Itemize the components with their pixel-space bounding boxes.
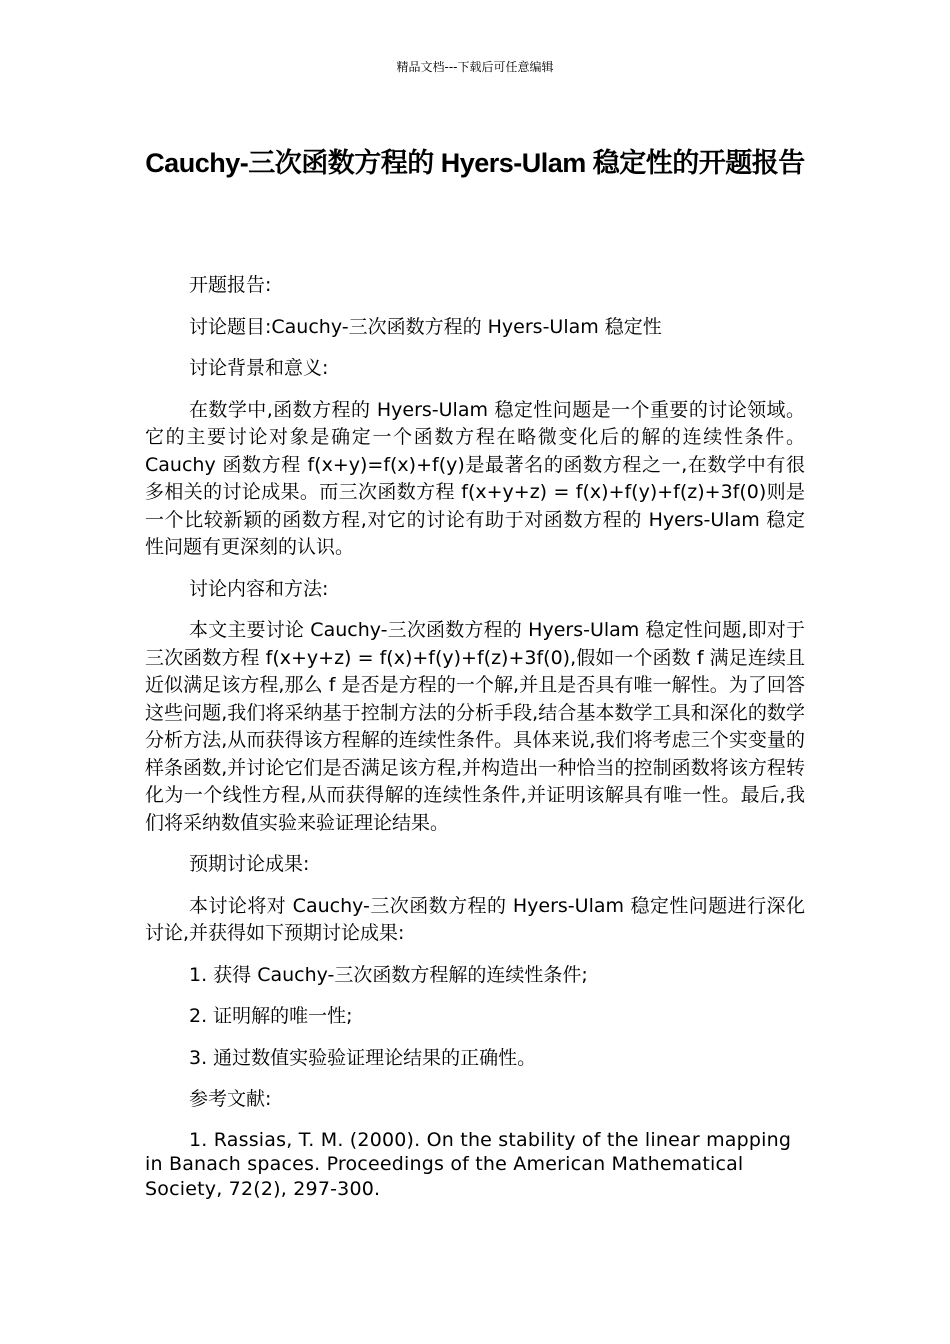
results-item: 3. 通过数值实验验证理论结果的正确性。: [189, 1046, 537, 1069]
results-item: 2. 证明解的唯一性;: [189, 1005, 353, 1027]
topic-line: 讨论题目:Cauchy-三次函数方程的 Hyers-Ulam 稳定性: [189, 315, 662, 338]
document-body: [145, 272, 805, 1201]
reference-item: 1. Rassias, T. M. (2000). On the stability of the linear mapping in Banach spaces. Proceedings of the American Mathematical Society, 72(2), 297-300.: [145, 1128, 792, 1200]
header-note: 精品文档---下载后可任意编辑: [396, 60, 554, 74]
results-label: 预期讨论成果:: [189, 853, 310, 875]
background-label: 讨论背景和意义:: [189, 357, 329, 379]
references-label: 参考文献:: [189, 1088, 272, 1110]
document-title: Cauchy-三次函数方程的 Hyers-Ulam 稳定性的开题报告: [145, 148, 805, 178]
intro-label: 开题报告:: [189, 274, 272, 296]
method-label: 讨论内容和方法:: [189, 577, 329, 600]
method-paragraph: 本文主要讨论 Cauchy-三次函数方程的 Hyers-Ulam 稳定性问题,即对于三次函数方程 f(x+y+z) = f(x)+f(y)+f(z)+3f(0),假如一个函数 f 满足连续且近似满足该方程,那么 f 是否是方程的一个解,并且是否具有唯一解性。为了回答这些问题,我们将采纳基于控制方法的分析手段,结合基本数学工具和深化的数学分析方法,从而获得该方程解的连续性条件。具体来说,我们将考虑三个实变量的样条函数,并讨论它们是否满足该方程,并构造出一种恰当的控制函数将该方程转化为一个线性方程,从而获得解的连续性条件,并证明该解具有唯一性。最后,我们将采纳数值实验来验证理论结果。: [145, 619, 805, 834]
results-paragraph: 本讨论将对 Cauchy-三次函数方程的 Hyers-Ulam 稳定性问题进行深化讨论,并获得如下预期讨论成果:: [145, 894, 805, 944]
background-paragraph: 在数学中,函数方程的 Hyers-Ulam 稳定性问题是一个重要的讨论领域。它的主要讨论对象是确定一个函数方程在略微变化后的解的连续性条件。Cauchy 函数方程 f(x+y)=f(x)+f(y)是最著名的函数方程之一,在数学中有很多相关的讨论成果。而三次函数方程 f(x+y+z) = f(x)+f(y)+f(z)+3f(0)则是一个比较新颖的函数方程,对它的讨论有助于对函数方程的 Hyers-Ulam 稳定性问题有更深刻的认识。: [145, 398, 805, 558]
results-item: 1. 获得 Cauchy-三次函数方程解的连续性条件;: [189, 963, 588, 986]
